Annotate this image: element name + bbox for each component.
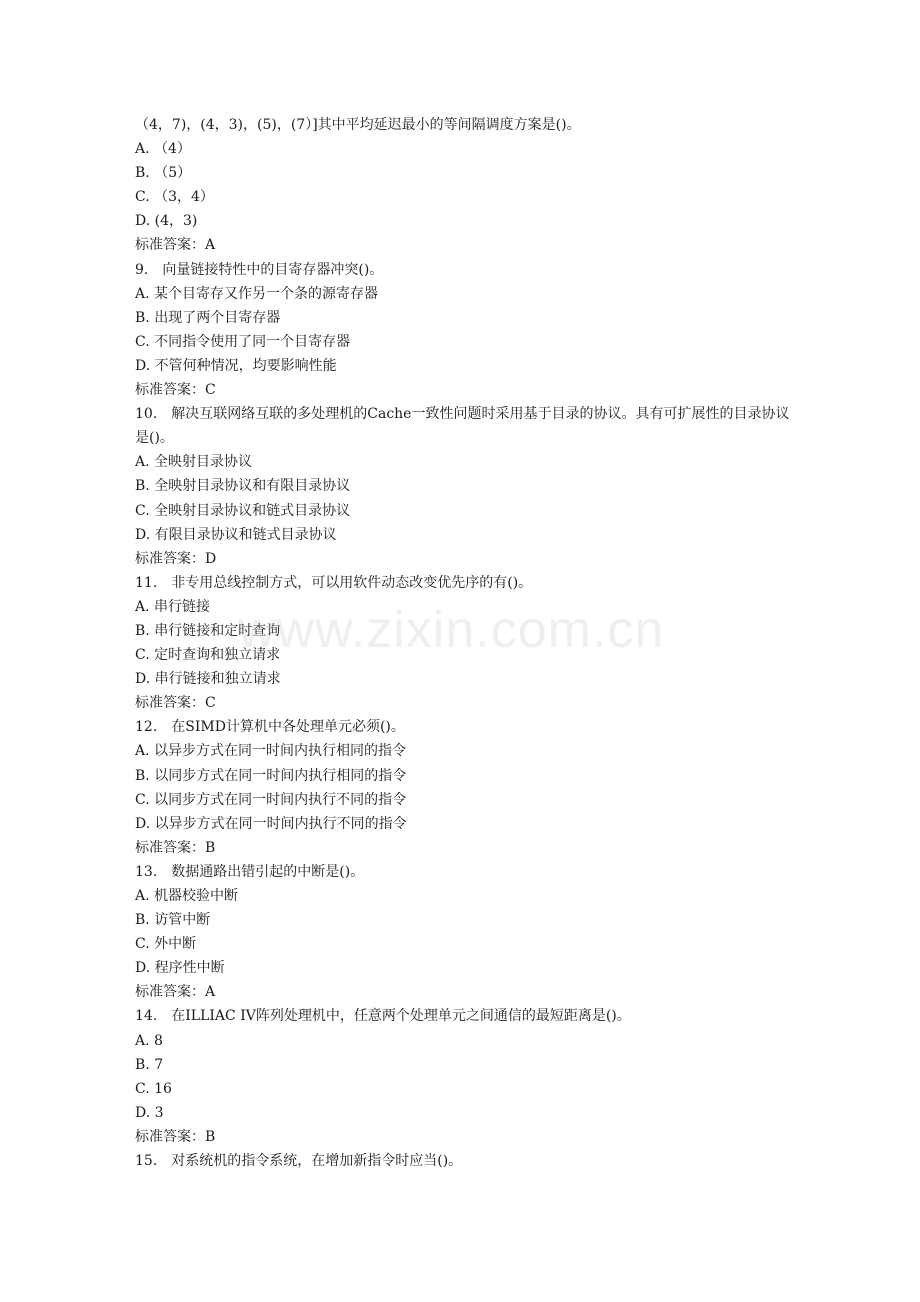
question-12-option-c: C. 以同步方式在同一时间内执行不同的指令	[135, 791, 407, 808]
question-13-answer: 标准答案：A	[135, 984, 216, 1001]
question-13-option-c: C. 外中断	[135, 936, 197, 953]
question-11-option-d: D. 串行链接和独立请求	[135, 671, 281, 688]
question-9-option-c: C. 不同指令使用了同一个目寄存器	[135, 333, 351, 350]
question-12-option-d: D. 以异步方式在同一时间内执行不同的指令	[135, 815, 407, 832]
watermark: www.zixin.com.cn	[238, 601, 665, 659]
question-10-answer: 标准答案：D	[135, 550, 217, 567]
intro-answer: 标准答案：A	[135, 237, 216, 254]
question-10-option-b: B. 全映射目录协议和有限目录协议	[135, 478, 351, 495]
question-11-option-c: C. 定时查询和独立请求	[135, 647, 281, 664]
question-10-option-a: A. 全映射目录协议	[135, 454, 253, 471]
question-11-stem: 11. 非专用总线控制方式，可以用软件动态改变优先序的有()。	[135, 574, 533, 591]
intro-option-a: A. （4）	[135, 141, 191, 158]
question-13-option-b: B. 访管中断	[135, 912, 211, 929]
question-9-stem: 9. 向量链接特性中的目寄存器冲突()。	[135, 261, 384, 278]
question-9-option-a: A. 某个目寄存又作另一个条的源寄存器	[135, 285, 379, 302]
question-14-answer: 标准答案：B	[135, 1128, 216, 1145]
question-13-option-a: A. 机器校验中断	[135, 888, 239, 904]
question-14-stem: 14. 在ILLIAC IV阵列处理机中，任意两个处理单元之间通信的最短距离是()。	[135, 1008, 631, 1025]
question-11-option-a: A. 串行链接	[135, 598, 211, 615]
question-14-option-a: A. 8	[135, 1032, 163, 1049]
question-12-option-a: A. 以异步方式在同一时间内执行相同的指令	[135, 743, 407, 760]
question-10-option-c: C. 全映射目录协议和链式目录协议	[135, 502, 351, 519]
question-9-option-b: B. 出现了两个目寄存器	[135, 309, 281, 326]
question-11-option-b: B. 串行链接和定时查询	[135, 622, 281, 639]
question-14-option-d: D. 3	[135, 1104, 164, 1121]
question-14-option-c: C. 16	[135, 1080, 172, 1097]
question-12-stem: 12. 在SIMD计算机中各处理单元必须()。	[135, 719, 405, 736]
question-9-option-d: D. 不管何种情况，均要影响性能	[135, 357, 337, 374]
question-14-option-b: B. 7	[135, 1056, 164, 1073]
intro-option-c: C. （3，4）	[135, 189, 214, 206]
intro-option-d: D. (4，3)	[135, 213, 198, 230]
question-13-stem: 13. 数据通路出错引起的中断是()。	[135, 863, 365, 880]
question-10-stem: 10. 解决互联网络互联的多处理机的Cache一致性问题时采用基于目录的协议。具有可扩展性的目录协议是()。	[135, 406, 790, 447]
intro-option-b: B. （5）	[135, 165, 192, 182]
intro-line: （4，7)，(4，3)，(5)，(7）]其中平均延迟最小的等间隔调度方案是()。	[135, 117, 581, 133]
question-15-stem: 15. 对系统机的指令系统，在增加新指令时应当()。	[135, 1153, 463, 1170]
question-11-answer: 标准答案：C	[135, 695, 216, 712]
question-9-answer: 标准答案：C	[135, 382, 216, 399]
question-10-option-d: D. 有限目录协议和链式目录协议	[135, 526, 337, 543]
question-13-option-d: D. 程序性中断	[135, 960, 225, 977]
question-12-option-b: B. 以同步方式在同一时间内执行相同的指令	[135, 767, 407, 784]
question-12-answer: 标准答案：B	[135, 839, 216, 856]
